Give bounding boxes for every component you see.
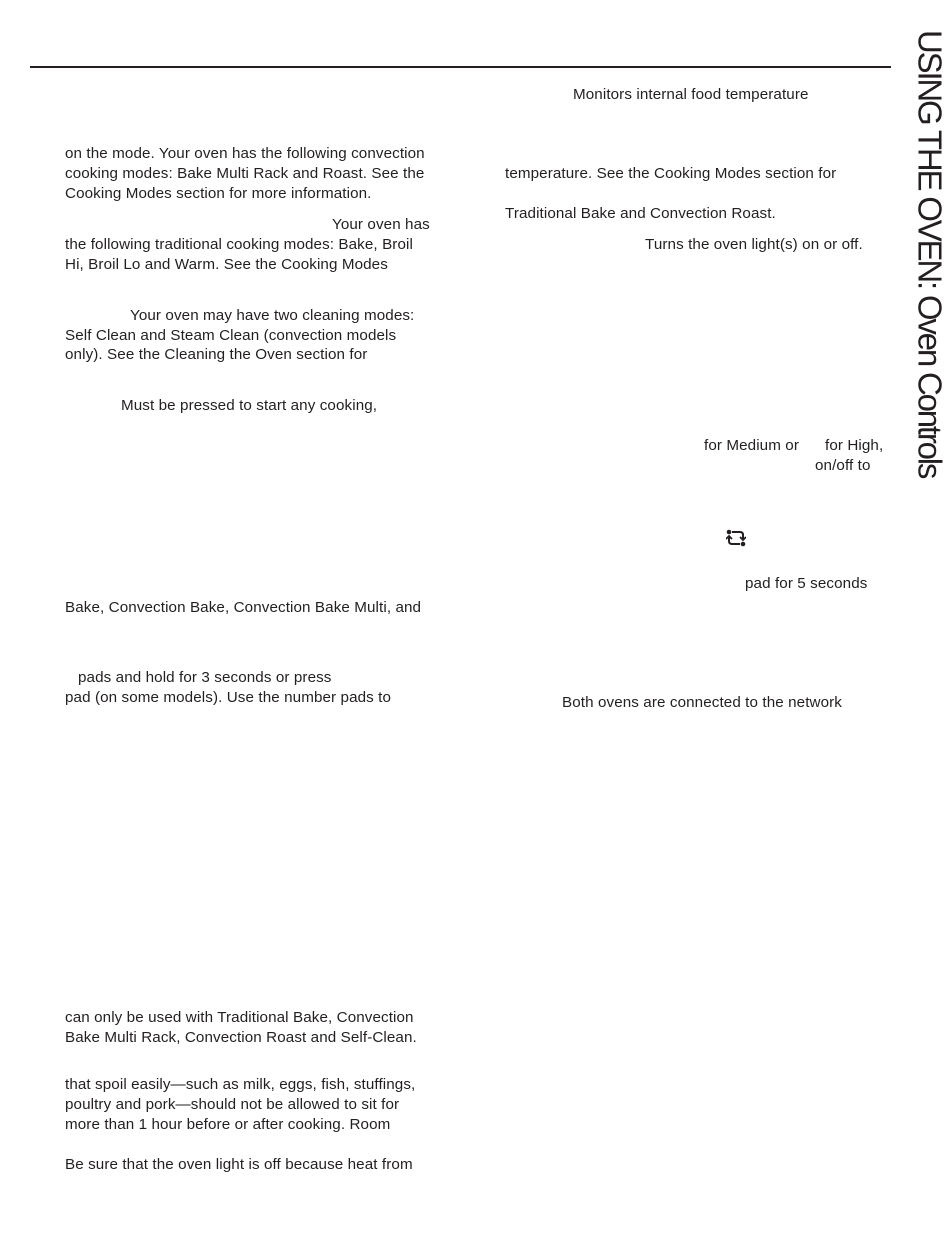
body-text-line: Your oven may have two cleaning modes: bbox=[130, 307, 415, 324]
body-text-line: for Medium or bbox=[704, 437, 799, 454]
body-text-line: on the mode. Your oven has the following convection bbox=[65, 145, 425, 162]
remote-enable-icon bbox=[726, 529, 746, 547]
body-text-line: Monitors internal food temperature bbox=[573, 86, 809, 103]
body-text-line: Traditional Bake and Convection Roast. bbox=[505, 205, 776, 222]
body-text-line: more than 1 hour before or after cooking. Room bbox=[65, 1116, 391, 1133]
body-text-line: Your oven has bbox=[332, 216, 430, 233]
body-text-line: on/off to bbox=[815, 457, 871, 474]
body-text-line: pad (on some models). Use the number pads to bbox=[65, 689, 392, 706]
body-text-line: poultry and pork—should not be allowed to sit for bbox=[65, 1096, 400, 1113]
body-text-line: cooking modes: Bake Multi Rack and Roast. See the bbox=[65, 165, 425, 182]
body-text-line: Turns the oven light(s) on or off. bbox=[645, 236, 863, 253]
body-text-line: temperature. See the Cooking Modes section for bbox=[505, 165, 837, 182]
body-text-line: Bake, Convection Bake, Convection Bake Multi, and bbox=[65, 599, 422, 616]
body-text-line: that spoil easily—such as milk, eggs, fish, stuffings, bbox=[65, 1076, 416, 1093]
body-text-line: Hi, Broil Lo and Warm. See the Cooking Modes bbox=[65, 256, 388, 273]
body-text-line: can only be used with Traditional Bake, Convection bbox=[65, 1009, 414, 1026]
body-text-line: Must be pressed to start any cooking, bbox=[121, 397, 378, 414]
body-text-line: pad for 5 seconds bbox=[745, 575, 868, 592]
header-rule bbox=[30, 66, 891, 68]
body-text-line: Cooking Modes section for more information. bbox=[65, 185, 372, 202]
body-text-line: the following traditional cooking modes: Bake, Broil bbox=[65, 236, 413, 253]
body-text-line: pads and hold for 3 seconds or press bbox=[78, 669, 332, 686]
body-text-line: only). See the Cleaning the Oven section for bbox=[65, 346, 368, 363]
body-text-line: Both ovens are connected to the network bbox=[562, 694, 842, 711]
body-text-line: for High, bbox=[825, 437, 884, 454]
body-text-line: Bake Multi Rack, Convection Roast and Self-Clean. bbox=[65, 1029, 417, 1046]
section-title: USING THE OVEN: Oven Controls bbox=[911, 30, 949, 478]
body-text-line: Self Clean and Steam Clean (convection models bbox=[65, 327, 397, 344]
body-text-line: Be sure that the oven light is off because heat from bbox=[65, 1156, 413, 1173]
